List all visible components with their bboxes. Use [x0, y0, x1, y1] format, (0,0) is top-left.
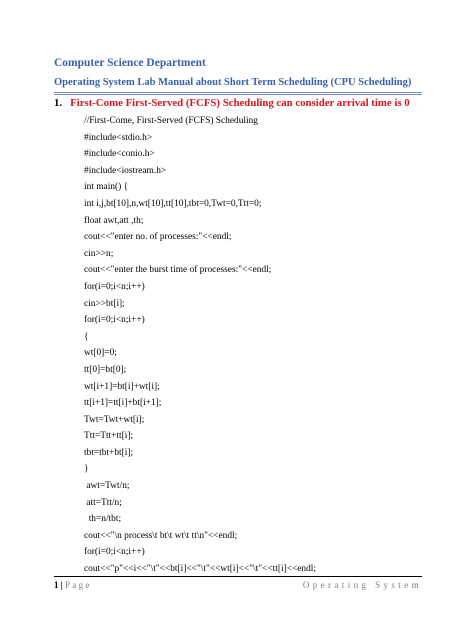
- code-line: att=Ttt/n;: [84, 497, 122, 508]
- code-line: cout<<"enter no. of processes:"<<endl;: [84, 232, 232, 243]
- section-number: 1.: [54, 97, 63, 109]
- code-line: for(i=0;i<n;i++): [84, 281, 145, 292]
- code-line: #include<iostream.h>: [84, 165, 167, 176]
- code-line: cout<<"p"<<i<<"\t"<<bt[i]<<"\t"<<wt[i]<<"\t"<<tt[i]<<endl;: [84, 564, 317, 575]
- code-listing: [84, 113, 316, 578]
- code-line: for(i=0;i<n;i++): [84, 315, 145, 326]
- title-underline-second: [54, 94, 422, 95]
- code-line: }: [84, 464, 89, 475]
- code-line: cin>>bt[i];: [84, 298, 125, 309]
- code-line: cin>>n;: [84, 248, 114, 259]
- code-line: Twt=Twt+wt[i];: [84, 414, 145, 425]
- department-heading: Computer Science Department: [54, 57, 206, 69]
- code-line: tt[i+1]=tt[i]+bt[i+1];: [84, 398, 162, 409]
- code-line: #include<stdio.h>: [84, 132, 153, 143]
- page-separator: |: [60, 580, 63, 590]
- title-underline: [54, 92, 422, 93]
- section-heading: [54, 97, 410, 109]
- footer-divider: [54, 576, 422, 577]
- code-line: wt[0]=0;: [84, 348, 117, 359]
- footer-course-name: Operating System: [302, 580, 422, 590]
- code-line: awt=Twt/n;: [84, 481, 130, 492]
- page-indicator: [54, 580, 92, 590]
- code-line: //First-Come, First-Served (FCFS) Scheduling: [84, 116, 258, 126]
- page-label: Page: [64, 580, 92, 590]
- code-line: th=n/tbt;: [84, 514, 122, 525]
- code-line: cout<<"enter the burst time of processes:"<<endl;: [84, 265, 272, 276]
- code-line: wt[i+1]=bt[i]+wt[i];: [84, 381, 160, 392]
- code-line: #include<conio.h>: [84, 149, 155, 160]
- page-number: 1: [54, 580, 59, 590]
- code-line: {: [84, 331, 89, 342]
- code-line: cout<<"\n process\t bt\t wt\t tt\n"<<endl;: [84, 530, 238, 541]
- code-line: int i,j,bt[10],n,wt[10],tt[10],tbt=0,Twt=0,Ttt=0;: [84, 198, 262, 209]
- manual-title: Operating System Lab Manual about Short Term Scheduling (CPU Scheduling): [54, 77, 412, 88]
- code-line: tt[0]=bt[0];: [84, 364, 127, 375]
- code-line: for(i=0;i<n;i++): [84, 547, 145, 558]
- code-line: float awt,att ,th;: [84, 215, 144, 226]
- code-line: tbt=tbt+bt[i];: [84, 447, 134, 458]
- section-title: First-Come First-Served (FCFS) Scheduling can consider arrival time is 0: [70, 97, 410, 109]
- code-line: int main() {: [84, 182, 129, 193]
- code-line: Ttt=Ttt+tt[i];: [84, 431, 134, 442]
